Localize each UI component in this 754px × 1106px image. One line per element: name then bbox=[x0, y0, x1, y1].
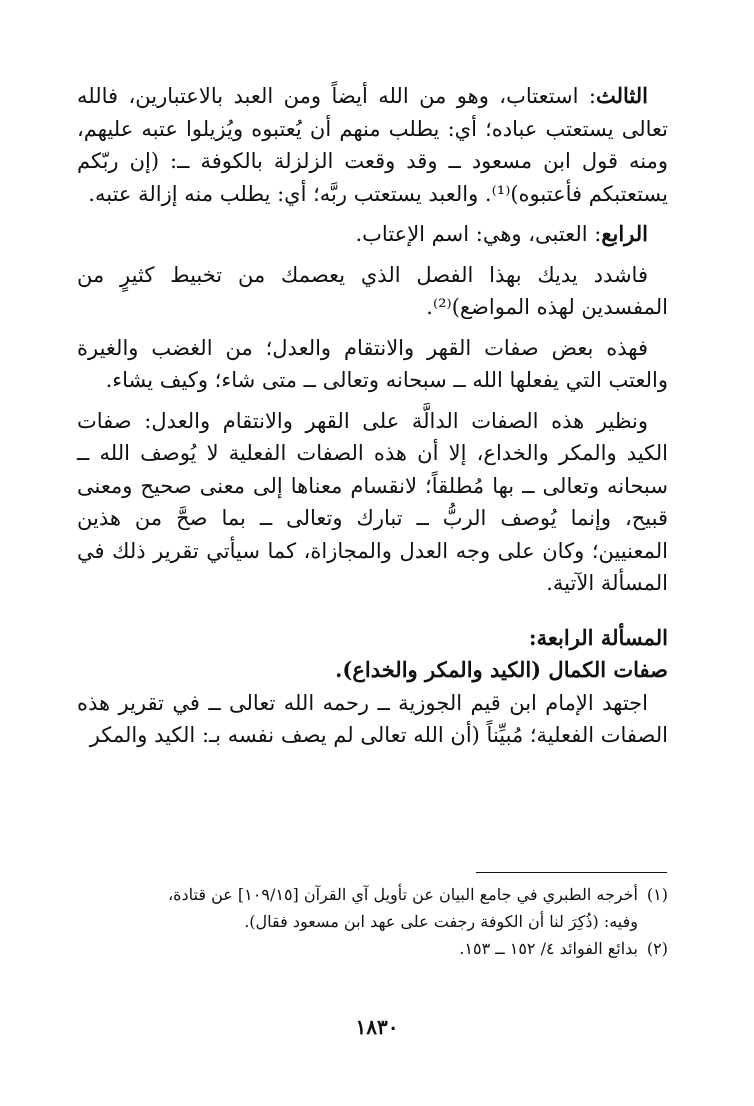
section-subheading: صفات الكمال (الكيد والمكر والخداع). bbox=[335, 657, 668, 682]
footnote-text: بدائع الفوائد ٤/ ١٥٢ ــ ١٥٣. bbox=[459, 939, 638, 958]
footnote-2 bbox=[77, 935, 668, 962]
footnote-1 bbox=[77, 881, 668, 908]
footnote-number: (٢) bbox=[646, 939, 668, 958]
paragraph-label: الثالث bbox=[596, 83, 648, 108]
section-heading: المسألة الرابعة: bbox=[528, 624, 668, 650]
footnote-separator bbox=[476, 872, 667, 873]
paragraph-counterpart: ونظير هذه الصفات الدالَّة على القهر والانتقام والعدل: صفات الكيد والمكر والخداع، إلا أن هذه الصفات الفعلية لا يُوصف الله ــ سبحانه وتعالى ــ بها مُطلقاً؛ لانقسام معناها إلى معنى صحيح ومعنى قبيح، وإنما يُوصف الربُّ ــ تبارك وتعالى ــ بما صحَّ من هذين المعنيين؛ وكان على وجه العدل والمجازاة، كما سيأتي تقرير ذلك في المسألة الآتية. bbox=[77, 408, 668, 595]
page-number: ١٨٣٠ bbox=[355, 1015, 399, 1039]
paragraph-text: : استعتاب، وهو من الله أيضاً ومن العبد بالاعتبارين، فالله تعالى يستعتب عباده؛ أي: يطلب منهم أن يُعتبوه ويُزيلوا عتبه عليهم، ومنه قول ابن مسعود ــ وقد وقعت الزلزلة بالكوفة ــ: (إن ربّكم يستعتبكم فأعتبوه)⁽¹⁾. والعبد يستعتب ربَّه؛ أي: يطلب منه إزالة عتبه. bbox=[77, 84, 668, 206]
footnote-text: أخرجه الطبري في جامع البيان عن تأويل آي القرآن [١٠٩/١٥] عن قتادة، bbox=[168, 885, 638, 904]
footnote-1-continuation: وفيه: (ذُكِرَ لنا أن الكوفة رجفت على عهد ابن مسعود فقال). bbox=[244, 912, 638, 931]
paragraph-third bbox=[77, 80, 668, 210]
paragraph-quote-end: فاشدد يديك بهذا الفصل الذي يعصمك من تخبيط كثيرٍ من المفسدين لهذه المواضع)⁽²⁾. bbox=[77, 262, 668, 319]
paragraph-label: الرابع bbox=[601, 221, 648, 246]
footnote-number: (١) bbox=[646, 885, 668, 904]
footnotes bbox=[77, 881, 668, 962]
paragraph-text: : العتبى، وهي: اسم الإعتاب. bbox=[355, 222, 602, 246]
paragraph-fourth bbox=[77, 218, 668, 251]
paragraph-summary: فهذه بعض صفات القهر والانتقام والعدل؛ من الغضب والغيرة والعتب التي يفعلها الله ــ سبحانه وتعالى ــ متى شاء؛ وكيف يشاء. bbox=[77, 335, 668, 392]
paragraph-ibn-qayyim: اجتهد الإمام ابن قيم الجوزية ــ رحمه الله تعالى ــ في تقرير هذه الصفات الفعلية؛ مُبيِّناً (أن الله تعالى لم يصف نفسه بـ: الكيد والمكر bbox=[77, 690, 668, 747]
main-text bbox=[77, 80, 668, 752]
